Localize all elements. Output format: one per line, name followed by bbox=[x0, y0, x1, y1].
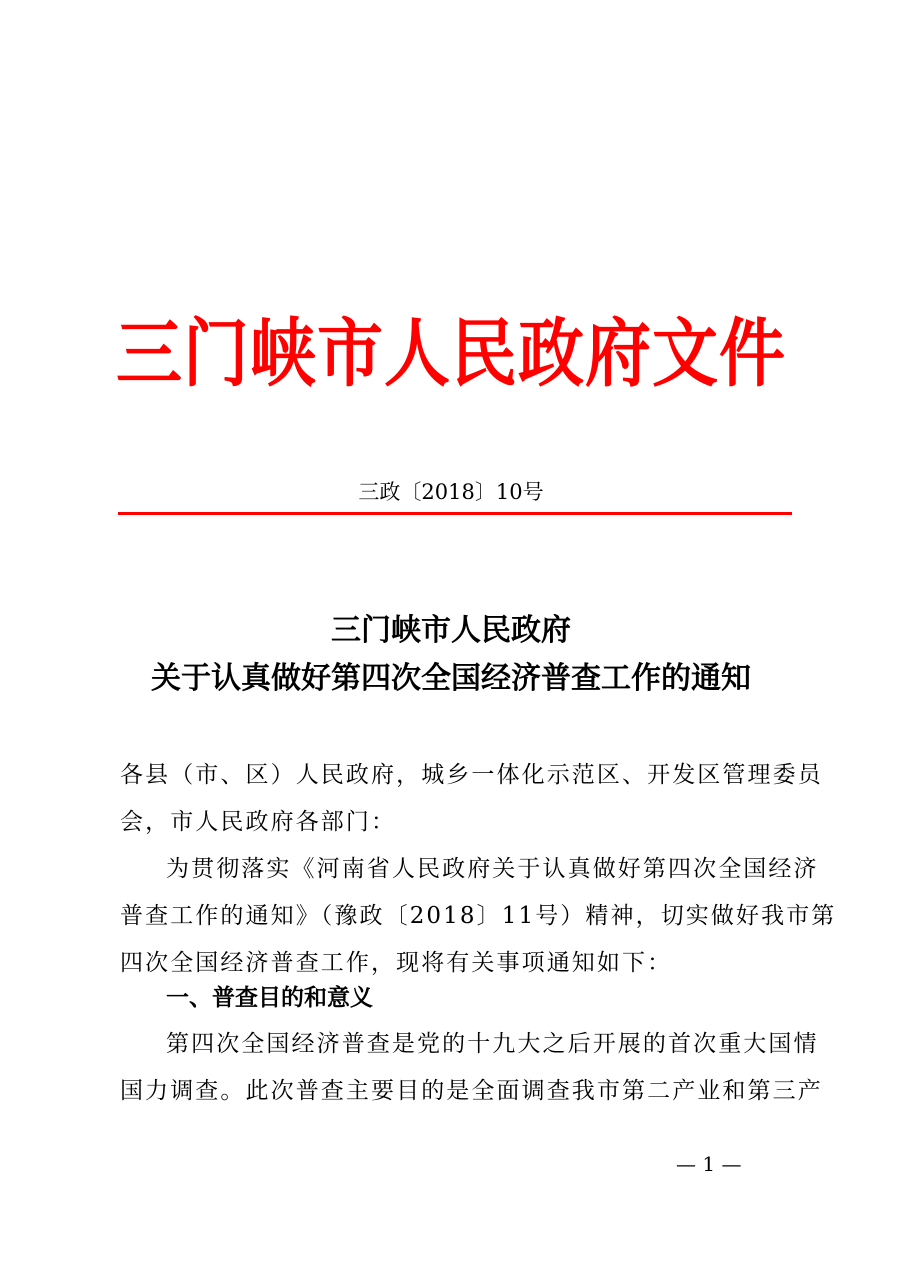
addressee-line2: 会，市人民政府各部门： bbox=[120, 809, 397, 835]
document-number: 三政〔2018〕10号 bbox=[358, 480, 544, 504]
body-paragraph-line1: 为贯彻落实《河南省人民政府关于认真做好第四次全国经济 bbox=[166, 856, 819, 882]
section-paragraph-line1: 第四次全国经济普查是党的十九大之后开展的首次重大国情 bbox=[166, 1031, 819, 1057]
body-paragraph-line3: 四次全国经济普查工作，现将有关事项通知如下： bbox=[120, 950, 673, 976]
document-title-line1: 三门峡市人民政府 bbox=[331, 613, 571, 648]
document-title-line2: 关于认真做好第四次全国经济普查工作的通知 bbox=[151, 661, 751, 696]
section-paragraph-line2: 国力调查。此次普查主要目的是全面调查我市第二产业和第三产 bbox=[120, 1078, 823, 1104]
issuing-authority-header: 三门峡市人民政府文件 bbox=[116, 309, 786, 397]
red-divider bbox=[118, 512, 792, 515]
page-number: — 1 — bbox=[676, 1152, 742, 1176]
addressee-line1: 各县（市、区）人民政府，城乡一体化示范区、开发区管理委员 bbox=[120, 762, 823, 788]
section-heading: 一、普查目的和意义 bbox=[166, 985, 373, 1011]
body-paragraph-line2: 普查工作的通知》（豫政〔2018〕11号）精神，切实做好我市第 bbox=[120, 903, 837, 929]
